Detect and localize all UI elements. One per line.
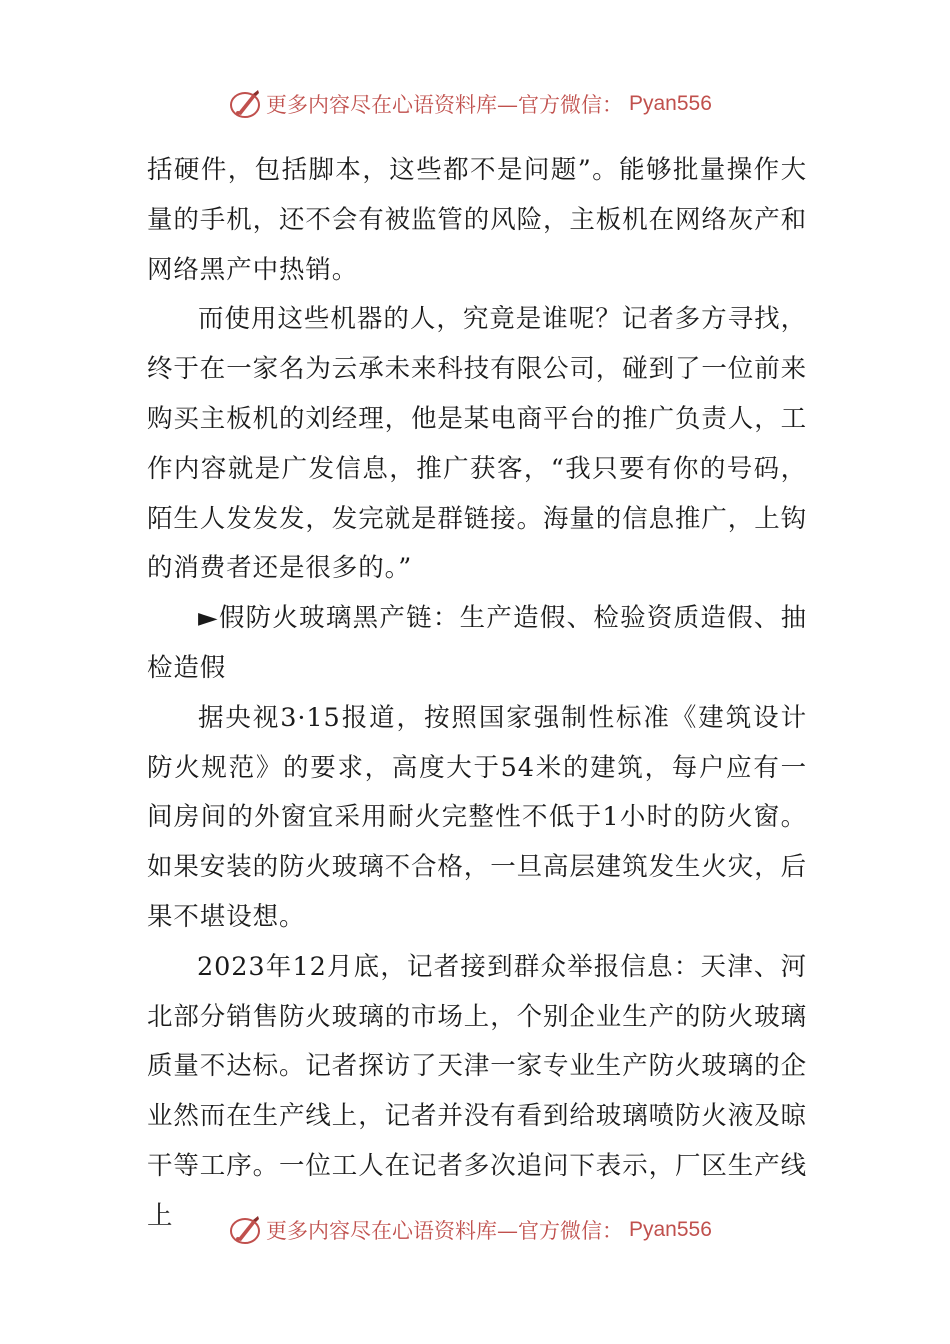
banner-brand-text: 更多内容尽在心语资料库 <box>266 1219 497 1243</box>
paragraph-3: 据央视3·15报道，按照国家强制性标准《建筑设计防火规范》的要求，高度大于54米的建筑，每户应有一间房间的外窗宜采用耐火完整性不低于1小时的防火窗。如果安装的防火玻璃不合格，一旦高层建筑发生火灾，后果不堪设想。 <box>147 702 808 932</box>
quill-logo-icon <box>228 1213 262 1247</box>
footer-banner <box>228 1210 748 1250</box>
banner-brand-text: 更多内容尽在心语资料库 <box>266 93 497 117</box>
paragraph-4: 2023年12月底，记者接到群众举报信息：天津、河北部分销售防火玻璃的市场上，个别企业生产的防火玻璃质量不达标。记者探访了天津一家专业生产防火玻璃的企业然而在生产线上，记者并没有看到给玻璃喷防火液及晾干等工序。一位工人在记者多次追问下表示，厂区生产线上 <box>147 951 808 1231</box>
paragraph-2: 而使用这些机器的人，究竟是谁呢？记者多方寻找，终于在一家名为云承未来科技有限公司，碰到了一位前来购买主板机的刘经理，他是某电商平台的推广负责人，工作内容就是广发信息，推广获客，“我只要有你的号码，陌生人发发发，发完就是群链接。海量的信息推广，上钩的消费者还是很多的。” <box>147 304 808 584</box>
quill-logo-icon <box>228 87 262 121</box>
paragraph-1: 括硬件，包括脚本，这些都不是问题”。能够批量操作大量的手机，还不会有被监管的风险，主板机在网络灰产和网络黑产中热销。 <box>147 155 808 285</box>
banner-official-text: —官方微信： <box>497 93 623 117</box>
section-heading: ►假防火玻璃黑产链：生产造假、检验资质造假、抽检造假 <box>147 603 807 683</box>
banner-official-text: —官方微信： <box>497 1219 623 1243</box>
banner-wechat-id: Pyan556 <box>629 1218 712 1241</box>
article-body <box>147 146 807 1242</box>
banner-wechat-id: Pyan556 <box>629 92 712 115</box>
header-banner <box>228 84 748 124</box>
